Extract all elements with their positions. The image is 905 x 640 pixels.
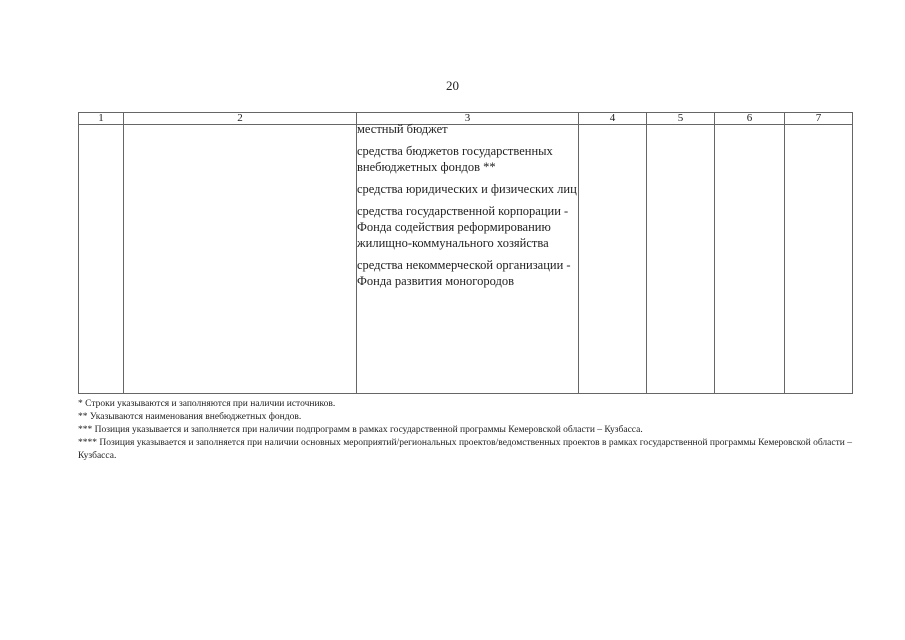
table-cell-7 [785, 125, 853, 394]
column-header-3: 3 [357, 113, 579, 125]
footnote-1: * Строки указываются и заполняются при наличии источников. [78, 399, 336, 409]
table-cell-4 [579, 125, 647, 394]
source-housing-fund: средства государственной корпорации - Фонда содействия реформированию жилищно-коммунального хозяйства [357, 204, 569, 250]
column-header-5: 5 [647, 113, 715, 125]
column-header-6: 6 [715, 113, 785, 125]
funding-table [78, 112, 853, 394]
page-number: 20 [446, 78, 459, 93]
source-extrabudgetary-funds: средства бюджетов государственных внебюджетных фондов ** [357, 144, 553, 174]
source-local-budget: местный бюджет [357, 122, 448, 136]
footnote-3: *** Позиция указывается и заполняется при наличии подпрограмм в рамках государственной программы Кемеровской области – Кузбасса. [78, 425, 643, 435]
table-cell-2 [124, 125, 357, 394]
footnote-4: **** Позиция указывается и заполняется при наличии основных мероприятий/региональных проектов/ведомственных проектов в рамках государственной программы Кемеровской области – Кузбасса. [78, 438, 852, 461]
source-legal-individuals: средства юридических и физических лиц [357, 182, 577, 196]
source-monotowns-fund: средства некоммерческой организации - Фонда развития моногородов [357, 258, 571, 288]
table-cell-1 [79, 125, 124, 394]
column-header-7: 7 [785, 113, 853, 125]
footnote-2: ** Указываются наименования внебюджетных фондов. [78, 412, 302, 422]
table-cell-6 [715, 125, 785, 394]
funding-sources-cell [357, 122, 579, 394]
table-cell-5 [647, 125, 715, 394]
column-header-1: 1 [79, 113, 124, 125]
column-header-4: 4 [579, 113, 647, 125]
header-row [79, 113, 853, 125]
table-row [79, 125, 853, 394]
footnotes [78, 398, 852, 463]
column-header-2: 2 [124, 113, 357, 125]
